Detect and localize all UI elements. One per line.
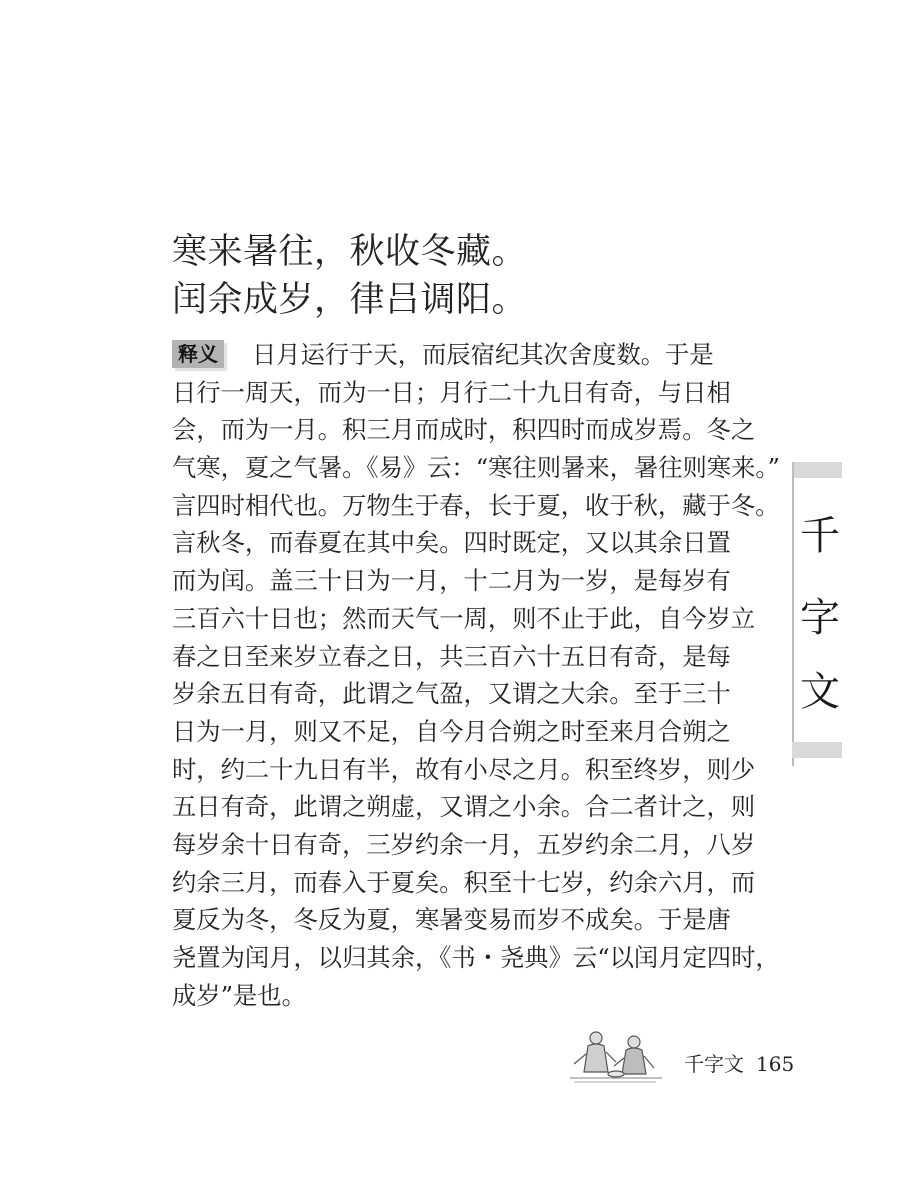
paragraph-line: 时，约二十九日有半，故有小尽之月。积至终岁，则少 [172,754,756,784]
paragraph-line: 而为闰。盖三十日为一月，十二月为一岁，是每岁有 [172,566,731,596]
paragraph-line: 言四时相代也。万物生于春，长于夏，收于秋，藏于冬。 [172,490,780,520]
explanation-paragraph [172,336,780,1014]
paragraph-line: 成岁”是也。 [172,980,306,1010]
footer-book-title: 千字文 [684,1052,744,1076]
paragraph-line: 约余三月，而春入于夏矣。积至十七岁，约余六月，而 [172,867,756,897]
paragraph-line: 言秋冬，而春夏在其中矣。四时既定，又以其余日置 [172,528,731,558]
scholars-illustration [566,1024,666,1086]
paragraph-line: 春之日至来岁立春之日，共三百六十五日有奇，是每 [172,641,731,671]
paragraph-line: 释义 日月运行于天，而辰宿纪其次舍度数。于是 [172,336,752,374]
tab-char-1: 千 [800,513,840,559]
paragraph-line: 日行一周天，而为一日；月行二十九日有奇，与日相 [172,377,731,407]
paragraph-line: 气寒，夏之气暑。《易》云：“寒往则暑来，暑往则寒来。” [172,453,780,483]
paragraph-line: 日为一月，则又不足，自今月合朔之时至来月合朔之 [172,716,731,746]
paragraph-line: 尧置为闰月，以归其余，《书・尧典》云“以闰月定四时， [172,943,780,972]
paragraph-line: 每岁余十日有奇，三岁约余一月，五岁约余二月，八岁 [172,829,756,859]
verse-line-2: 闰余成岁，律吕调阳。 [172,280,528,320]
page-number: 165 [756,1052,795,1076]
paragraph-line: 三百六十日也；然而天气一周，则不止于此，自今岁立 [172,603,756,633]
paragraph-line: 会，而为一月。积三月而成时，积四时而成岁焉。冬之 [172,415,756,445]
paragraph-line: 五日有奇，此谓之朔虚，又谓之小余。合二者计之，则 [172,792,756,822]
tab-bottom-bar [792,742,842,758]
tab-char-3: 文 [800,669,840,715]
page-footer [684,1050,794,1078]
verse-heading [172,228,772,324]
paragraph-line: 夏反为冬，冬反为夏，寒暑变易而岁不成矣。于是唐 [172,905,731,935]
tab-char-2: 字 [800,595,840,641]
verse-line-1: 寒来暑往，秋收冬藏。 [172,232,528,272]
tab-edge-line [792,462,794,766]
side-chapter-tab [792,462,842,766]
paragraph-line: 岁余五日有奇，此谓之气盈，又谓之大余。至于三十 [172,679,731,709]
explanation-badge: 释义 [172,340,224,368]
tab-top-bar [792,462,842,478]
